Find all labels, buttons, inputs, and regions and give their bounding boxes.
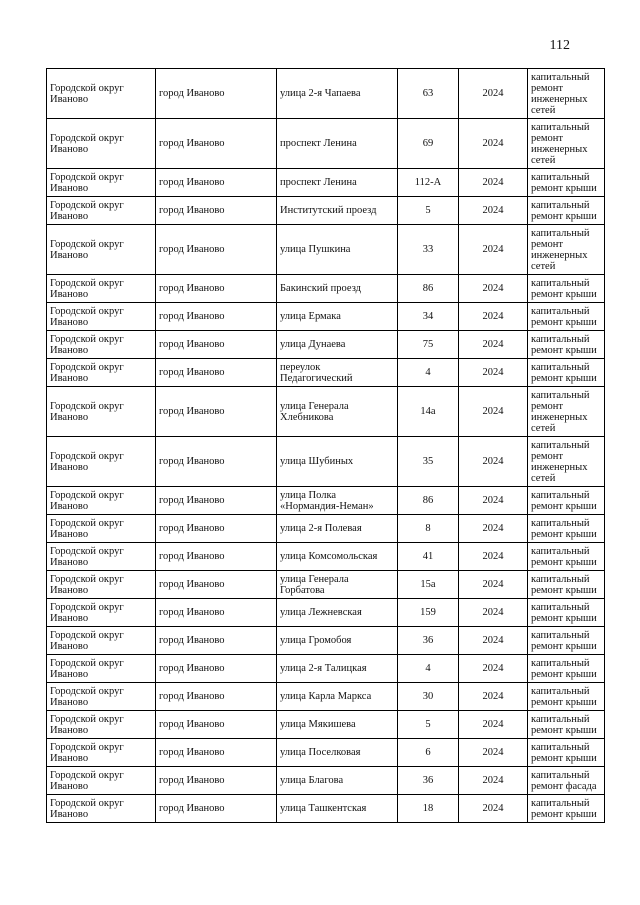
house-number-cell: 112-А [398, 169, 459, 197]
work-type-cell: капитальный ремонт крыши [528, 739, 605, 767]
work-type-cell: капитальный ремонт крыши [528, 359, 605, 387]
work-type-cell: капитальный ремонт крыши [528, 711, 605, 739]
work-type-cell: капитальный ремонт крыши [528, 303, 605, 331]
city-cell: город Иваново [156, 655, 277, 683]
table-row [47, 119, 605, 169]
house-number-cell: 18 [398, 795, 459, 823]
house-number-cell: 75 [398, 331, 459, 359]
house-number-cell: 6 [398, 739, 459, 767]
work-type-cell: капитальный ремонт инженерных сетей [528, 387, 605, 437]
work-type-cell: капитальный ремонт крыши [528, 795, 605, 823]
house-number-cell: 8 [398, 515, 459, 543]
city-cell: город Иваново [156, 739, 277, 767]
city-cell: город Иваново [156, 515, 277, 543]
city-cell: город Иваново [156, 711, 277, 739]
year-cell: 2024 [459, 437, 528, 487]
work-type-cell: капитальный ремонт инженерных сетей [528, 437, 605, 487]
municipality-cell: Городской округ Иваново [47, 359, 156, 387]
municipality-cell: Городской округ Иваново [47, 69, 156, 119]
municipality-cell: Городской округ Иваново [47, 683, 156, 711]
table-row [47, 767, 605, 795]
city-cell: город Иваново [156, 303, 277, 331]
house-number-cell: 5 [398, 711, 459, 739]
municipality-cell: Городской округ Иваново [47, 515, 156, 543]
municipality-cell: Городской округ Иваново [47, 739, 156, 767]
municipality-cell: Городской округ Иваново [47, 655, 156, 683]
city-cell: город Иваново [156, 437, 277, 487]
house-number-cell: 86 [398, 487, 459, 515]
house-number-cell: 63 [398, 69, 459, 119]
work-type-cell: капитальный ремонт инженерных сетей [528, 69, 605, 119]
street-cell: улица Ермака [277, 303, 398, 331]
table-row [47, 331, 605, 359]
street-cell: улица Генерала Горбатова [277, 571, 398, 599]
year-cell: 2024 [459, 359, 528, 387]
house-number-cell: 15а [398, 571, 459, 599]
municipality-cell: Городской округ Иваново [47, 627, 156, 655]
city-cell: город Иваново [156, 795, 277, 823]
municipality-cell: Городской округ Иваново [47, 767, 156, 795]
municipality-cell: Городской округ Иваново [47, 275, 156, 303]
municipality-cell: Городской округ Иваново [47, 437, 156, 487]
street-cell: улица Полка «Нормандия-Неман» [277, 487, 398, 515]
street-cell: улица 2-я Талицкая [277, 655, 398, 683]
year-cell: 2024 [459, 275, 528, 303]
municipality-cell: Городской округ Иваново [47, 543, 156, 571]
table-row [47, 275, 605, 303]
municipality-cell: Городской округ Иваново [47, 599, 156, 627]
street-cell: улица Комсомольская [277, 543, 398, 571]
year-cell: 2024 [459, 739, 528, 767]
house-number-cell: 36 [398, 767, 459, 795]
street-cell: улица Благова [277, 767, 398, 795]
house-number-cell: 30 [398, 683, 459, 711]
table-row [47, 599, 605, 627]
city-cell: город Иваново [156, 359, 277, 387]
house-number-cell: 35 [398, 437, 459, 487]
municipality-cell: Городской округ Иваново [47, 225, 156, 275]
work-type-cell: капитальный ремонт крыши [528, 169, 605, 197]
house-number-cell: 159 [398, 599, 459, 627]
city-cell: город Иваново [156, 225, 277, 275]
table-row [47, 197, 605, 225]
page-number: 112 [549, 38, 570, 53]
house-number-cell: 69 [398, 119, 459, 169]
municipality-cell: Городской округ Иваново [47, 795, 156, 823]
table-row [47, 387, 605, 437]
city-cell: город Иваново [156, 599, 277, 627]
year-cell: 2024 [459, 225, 528, 275]
street-cell: улица Поселковая [277, 739, 398, 767]
repair-registry-table [46, 68, 605, 823]
city-cell: город Иваново [156, 767, 277, 795]
table-row [47, 627, 605, 655]
street-cell: улица Генерала Хлебникова [277, 387, 398, 437]
year-cell: 2024 [459, 767, 528, 795]
year-cell: 2024 [459, 69, 528, 119]
city-cell: город Иваново [156, 571, 277, 599]
year-cell: 2024 [459, 169, 528, 197]
house-number-cell: 4 [398, 655, 459, 683]
city-cell: город Иваново [156, 543, 277, 571]
table-row [47, 169, 605, 197]
house-number-cell: 36 [398, 627, 459, 655]
city-cell: город Иваново [156, 683, 277, 711]
table-row [47, 359, 605, 387]
municipality-cell: Городской округ Иваново [47, 119, 156, 169]
city-cell: город Иваново [156, 627, 277, 655]
street-cell: улица Дунаева [277, 331, 398, 359]
street-cell: улица 2-я Полевая [277, 515, 398, 543]
table-row [47, 487, 605, 515]
street-cell: улица Громобоя [277, 627, 398, 655]
table-row [47, 655, 605, 683]
city-cell: город Иваново [156, 331, 277, 359]
street-cell: улица 2-я Чапаева [277, 69, 398, 119]
table-row [47, 683, 605, 711]
municipality-cell: Городской округ Иваново [47, 303, 156, 331]
table-row [47, 571, 605, 599]
year-cell: 2024 [459, 331, 528, 359]
year-cell: 2024 [459, 711, 528, 739]
street-cell: Бакинский проезд [277, 275, 398, 303]
work-type-cell: капитальный ремонт фасада [528, 767, 605, 795]
year-cell: 2024 [459, 303, 528, 331]
work-type-cell: капитальный ремонт крыши [528, 683, 605, 711]
house-number-cell: 34 [398, 303, 459, 331]
street-cell: улица Карла Маркса [277, 683, 398, 711]
year-cell: 2024 [459, 599, 528, 627]
table-row [47, 225, 605, 275]
house-number-cell: 41 [398, 543, 459, 571]
municipality-cell: Городской округ Иваново [47, 571, 156, 599]
city-cell: город Иваново [156, 275, 277, 303]
year-cell: 2024 [459, 515, 528, 543]
street-cell: улица Шубиных [277, 437, 398, 487]
year-cell: 2024 [459, 627, 528, 655]
work-type-cell: капитальный ремонт крыши [528, 331, 605, 359]
street-cell: улица Лежневская [277, 599, 398, 627]
city-cell: город Иваново [156, 169, 277, 197]
house-number-cell: 14а [398, 387, 459, 437]
house-number-cell: 33 [398, 225, 459, 275]
work-type-cell: капитальный ремонт крыши [528, 543, 605, 571]
house-number-cell: 86 [398, 275, 459, 303]
house-number-cell: 5 [398, 197, 459, 225]
work-type-cell: капитальный ремонт крыши [528, 571, 605, 599]
year-cell: 2024 [459, 543, 528, 571]
street-cell: улица Мякишева [277, 711, 398, 739]
municipality-cell: Городской округ Иваново [47, 331, 156, 359]
street-cell: проспект Ленина [277, 119, 398, 169]
year-cell: 2024 [459, 387, 528, 437]
city-cell: город Иваново [156, 197, 277, 225]
work-type-cell: капитальный ремонт крыши [528, 599, 605, 627]
year-cell: 2024 [459, 683, 528, 711]
work-type-cell: капитальный ремонт крыши [528, 275, 605, 303]
municipality-cell: Городской округ Иваново [47, 387, 156, 437]
table-row [47, 437, 605, 487]
street-cell: переулок Педагогический [277, 359, 398, 387]
city-cell: город Иваново [156, 69, 277, 119]
municipality-cell: Городской округ Иваново [47, 169, 156, 197]
municipality-cell: Городской округ Иваново [47, 487, 156, 515]
work-type-cell: капитальный ремонт крыши [528, 655, 605, 683]
work-type-cell: капитальный ремонт крыши [528, 515, 605, 543]
work-type-cell: капитальный ремонт крыши [528, 197, 605, 225]
table-body [47, 69, 605, 823]
city-cell: город Иваново [156, 387, 277, 437]
table-row [47, 711, 605, 739]
year-cell: 2024 [459, 571, 528, 599]
municipality-cell: Городской округ Иваново [47, 197, 156, 225]
street-cell: Институтский проезд [277, 197, 398, 225]
year-cell: 2024 [459, 795, 528, 823]
table-row [47, 69, 605, 119]
table-row [47, 515, 605, 543]
street-cell: проспект Ленина [277, 169, 398, 197]
year-cell: 2024 [459, 197, 528, 225]
table-row [47, 543, 605, 571]
street-cell: улица Пушкина [277, 225, 398, 275]
work-type-cell: капитальный ремонт инженерных сетей [528, 225, 605, 275]
year-cell: 2024 [459, 487, 528, 515]
city-cell: город Иваново [156, 487, 277, 515]
table-row [47, 739, 605, 767]
year-cell: 2024 [459, 119, 528, 169]
table-row [47, 303, 605, 331]
municipality-cell: Городской округ Иваново [47, 711, 156, 739]
city-cell: город Иваново [156, 119, 277, 169]
work-type-cell: капитальный ремонт крыши [528, 487, 605, 515]
table-row [47, 795, 605, 823]
house-number-cell: 4 [398, 359, 459, 387]
work-type-cell: капитальный ремонт инженерных сетей [528, 119, 605, 169]
work-type-cell: капитальный ремонт крыши [528, 627, 605, 655]
street-cell: улица Ташкентская [277, 795, 398, 823]
year-cell: 2024 [459, 655, 528, 683]
